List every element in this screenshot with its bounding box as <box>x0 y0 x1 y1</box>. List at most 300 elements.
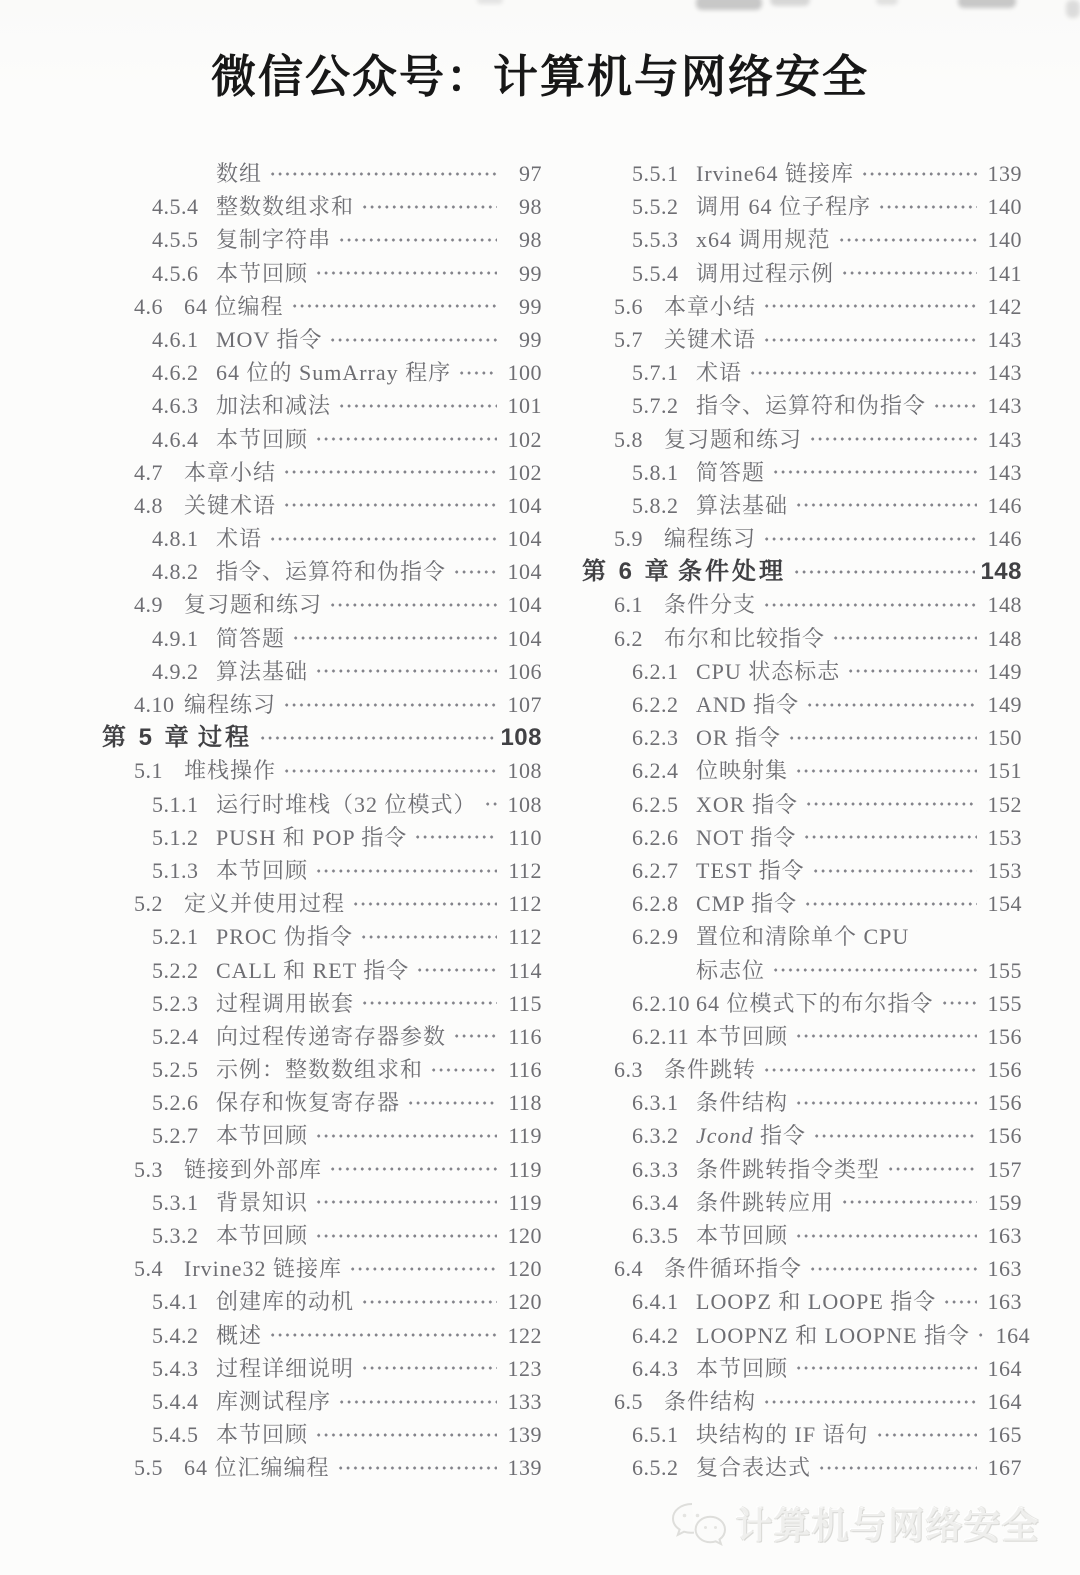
dot-leader <box>315 1226 497 1246</box>
toc-row <box>582 721 1022 754</box>
toc-row-page: 107 <box>507 692 542 717</box>
toc-row <box>102 489 542 522</box>
dot-leader <box>878 197 977 217</box>
toc-row-number: 5.4.5 <box>152 1422 199 1448</box>
watermark-label: 计算机与网络安全 <box>735 1505 1040 1546</box>
toc-row <box>102 987 542 1020</box>
dot-leader <box>772 960 977 980</box>
toc-row <box>582 1252 1022 1285</box>
toc-row-page: 156 <box>987 1057 1022 1083</box>
toc-row-number: 6.2.1 <box>632 658 679 684</box>
toc-row-number: 5.8.2 <box>632 492 679 518</box>
dot-leader <box>414 827 497 847</box>
toc-row-title: 标志位 <box>696 957 766 983</box>
toc-row <box>582 356 1022 389</box>
toc-row-number: 6.2.10 <box>632 990 690 1016</box>
dot-leader <box>283 495 497 515</box>
toc-row <box>102 1319 542 1352</box>
toc-row <box>102 1153 542 1186</box>
toc-row <box>582 1219 1022 1252</box>
toc-row-title: 64 位编程 <box>184 293 284 319</box>
toc-row-title: 术语 <box>216 526 263 552</box>
toc-row-page: 154 <box>987 891 1022 917</box>
toc-row-page: 112 <box>508 924 542 950</box>
toc-row-title: TEST 指令 <box>696 857 805 883</box>
toc-row <box>582 522 1022 555</box>
toc-row <box>102 257 542 290</box>
toc-row-title: 本节回顾 <box>216 1422 309 1448</box>
dot-leader <box>292 628 497 648</box>
toc-row <box>582 821 1022 854</box>
toc-row-number: 5.2 <box>134 891 163 917</box>
toc-row-number: 4.6.3 <box>152 393 199 419</box>
toc-row <box>102 1252 542 1285</box>
wechat-bubbles-icon <box>670 1500 728 1548</box>
watermark <box>670 1498 1040 1549</box>
toc-row-number: 4.5.6 <box>152 260 199 286</box>
dot-leader <box>337 1458 497 1478</box>
toc-row-number: 5.1 <box>134 758 163 784</box>
toc-row-number: 6.3.1 <box>632 1090 679 1116</box>
toc-row-number: 6.3.5 <box>632 1223 679 1248</box>
toc-row <box>582 157 1022 190</box>
toc-row-page: 167 <box>987 1455 1022 1481</box>
toc-row <box>102 522 542 555</box>
toc-row <box>582 854 1022 887</box>
dot-leader <box>269 164 497 184</box>
toc-row <box>582 190 1022 223</box>
toc-row-number: 5.5 <box>134 1455 163 1481</box>
toc-row <box>102 854 542 887</box>
toc-row <box>102 1053 542 1086</box>
toc-row-title: 链接到外部库 <box>184 1156 323 1182</box>
toc-row-number: 6.2.11 <box>632 1023 690 1049</box>
dot-leader <box>841 263 977 283</box>
toc-row-title: 复合表达式 <box>696 1455 812 1481</box>
toc-row-number: 6.4 <box>614 1256 643 1282</box>
toc-row <box>102 190 542 223</box>
toc-row-title: 调用 64 位子程序 <box>696 194 872 220</box>
toc-row-page: 148 <box>980 558 1022 586</box>
dot-leader <box>315 1126 497 1146</box>
dot-leader <box>813 1126 977 1146</box>
toc-row-page: 104 <box>507 526 542 552</box>
toc-row-page: 133 <box>507 1388 542 1414</box>
dot-leader <box>361 993 497 1013</box>
toc-row-number: 5.4.2 <box>152 1322 199 1348</box>
toc-row <box>582 1086 1022 1119</box>
toc-row-number: 4.9.1 <box>152 625 199 651</box>
toc-row-title: OR 指令 <box>696 725 782 751</box>
toc-row-page: 104 <box>507 492 542 518</box>
toc-row-page: 139 <box>987 161 1022 186</box>
toc-row-title: 本章小结 <box>664 293 757 319</box>
toc-row-number: 6.5 <box>614 1388 643 1414</box>
toc-row <box>582 588 1022 621</box>
toc-row <box>102 721 542 754</box>
dot-leader <box>832 628 977 648</box>
toc-row-number: 4.6 <box>134 293 163 319</box>
toc-row <box>582 887 1022 920</box>
dot-leader <box>941 993 977 1013</box>
toc-row <box>102 423 542 456</box>
toc-row-number: 6.2.9 <box>632 924 679 950</box>
toc-row-page: 149 <box>987 692 1022 717</box>
toc-row-number: 第 6 章 <box>582 558 672 586</box>
dot-leader <box>803 827 977 847</box>
dot-leader <box>838 230 977 250</box>
dot-leader <box>315 661 497 681</box>
dot-leader <box>291 296 497 316</box>
toc-row <box>102 389 542 422</box>
dot-leader <box>809 429 977 449</box>
toc-row-title: 本节回顾 <box>216 260 309 286</box>
toc-row-title: 调用过程示例 <box>696 260 835 286</box>
toc-row-title: 简答题 <box>216 625 286 651</box>
toc-row-page: 157 <box>987 1156 1022 1182</box>
dot-leader <box>283 462 497 482</box>
toc-row-page: 150 <box>987 725 1022 751</box>
toc-row <box>102 1285 542 1318</box>
toc-row-title: 复习题和练习 <box>664 426 803 452</box>
dot-leader <box>788 728 977 748</box>
toc-column-left <box>102 157 542 1485</box>
toc-row-title: 编程练习 <box>664 526 757 552</box>
toc-row <box>582 1153 1022 1186</box>
toc-row-page: 143 <box>987 393 1022 419</box>
toc-columns <box>102 157 1031 1485</box>
toc-row-number: 5.2.6 <box>152 1090 199 1116</box>
dot-leader <box>338 396 497 416</box>
toc-row <box>102 788 542 821</box>
toc-row-page: 156 <box>987 1023 1022 1049</box>
dot-leader <box>329 330 497 350</box>
toc-row-page: 139 <box>507 1422 542 1448</box>
dot-leader <box>933 396 977 416</box>
toc-row-title: 复习题和练习 <box>184 592 323 618</box>
toc-row <box>582 1319 1031 1352</box>
toc-row-number: 6.2.7 <box>632 857 679 883</box>
dot-leader <box>407 1093 497 1113</box>
toc-row-number: 6.5.1 <box>632 1422 679 1448</box>
toc-row-number: 5.3 <box>134 1156 163 1182</box>
dot-leader <box>338 230 497 250</box>
toc-row-title: 本节回顾 <box>696 1023 789 1049</box>
toc-row-page: 120 <box>507 1256 542 1282</box>
toc-row <box>102 1418 542 1451</box>
toc-row <box>102 1352 542 1385</box>
toc-row-page: 98 <box>519 194 542 220</box>
toc-row-page: 112 <box>508 857 542 883</box>
toc-row <box>582 954 1022 987</box>
toc-row <box>582 1020 1022 1053</box>
toc-row-number: 6.2.8 <box>632 891 679 917</box>
toc-row-number: 5.4.3 <box>152 1355 199 1381</box>
toc-row-number: 5.2.4 <box>152 1023 199 1049</box>
toc-row-title: x64 调用规范 <box>696 227 831 253</box>
dot-leader <box>772 462 977 482</box>
toc-row <box>582 489 1022 522</box>
toc-row <box>582 622 1022 655</box>
dot-leader <box>805 794 977 814</box>
toc-row-title: 示例：整数数组求和 <box>216 1057 424 1083</box>
toc-row-page: 97 <box>519 161 542 186</box>
toc-row-title: 过程详细说明 <box>216 1355 355 1381</box>
toc-row-number: 4.5.4 <box>152 194 199 220</box>
toc-row-number: 5.7.2 <box>632 393 679 419</box>
toc-row-page: 155 <box>987 990 1022 1016</box>
toc-row-number: 4.9.2 <box>152 658 199 684</box>
toc-row-title: 指令、运算符和伪指令 <box>696 393 927 419</box>
toc-row-page: 110 <box>508 824 542 850</box>
dot-leader <box>812 861 977 881</box>
toc-row <box>102 456 542 489</box>
toc-row-title: 本节回顾 <box>216 1123 309 1149</box>
toc-row-number: 4.6.2 <box>152 360 199 386</box>
toc-row <box>102 323 542 356</box>
toc-row-number: 6.3.2 <box>632 1123 679 1149</box>
toc-row <box>582 1352 1022 1385</box>
scan-smudge <box>696 0 762 10</box>
toc-row-title: 创建库的动机 <box>216 1289 355 1315</box>
toc-row-number: 5.1.1 <box>152 791 199 817</box>
toc-row-title: 条件跳转应用 <box>696 1189 835 1215</box>
toc-row <box>102 1451 542 1484</box>
toc-row-number: 5.5.2 <box>632 194 679 220</box>
toc-row-number: 6.4.3 <box>632 1355 679 1381</box>
dot-leader <box>315 1192 497 1212</box>
toc-row <box>102 655 542 688</box>
toc-row-title: 64 位模式下的布尔指令 <box>696 990 934 1016</box>
dot-leader <box>360 927 497 947</box>
toc-row-page: 159 <box>987 1189 1022 1215</box>
toc-row-page: 102 <box>507 426 542 452</box>
toc-row-page: 163 <box>987 1256 1022 1282</box>
toc-row-page: 163 <box>987 1289 1022 1315</box>
toc-row-page: 153 <box>987 857 1022 883</box>
toc-row <box>102 920 542 953</box>
dot-leader <box>361 1292 497 1312</box>
toc-row <box>102 821 542 854</box>
toc-row <box>102 1186 542 1219</box>
toc-row-title: 过程 <box>198 724 252 752</box>
dot-leader <box>977 1325 985 1345</box>
toc-row-page: 156 <box>987 1123 1022 1149</box>
toc-row-number: 5.2.2 <box>152 957 199 983</box>
toc-row <box>102 1385 542 1418</box>
toc-row-page: 140 <box>987 227 1022 253</box>
toc-row <box>102 887 542 920</box>
toc-row-title: 库测试程序 <box>216 1388 332 1414</box>
toc-row <box>102 588 542 621</box>
toc-row-page: 120 <box>507 1223 542 1248</box>
toc-row <box>582 1385 1022 1418</box>
dot-leader <box>259 728 495 748</box>
toc-row-title: 位映射集 <box>696 758 789 784</box>
toc-row-title: 堆栈操作 <box>184 758 277 784</box>
toc-row <box>582 1053 1022 1086</box>
toc-row <box>582 987 1022 1020</box>
toc-row-number: 5.4 <box>134 1256 163 1282</box>
toc-row-number: 5.8 <box>614 426 643 452</box>
toc-row <box>102 356 542 389</box>
toc-row-page: 99 <box>519 326 542 352</box>
dot-leader <box>329 595 497 615</box>
toc-row-page: 143 <box>987 459 1022 485</box>
toc-row-number: 5.5.3 <box>632 227 679 253</box>
toc-row-page: 100 <box>507 360 542 386</box>
toc-row <box>582 754 1022 787</box>
toc-row-title: 条件循环指令 <box>664 1256 803 1282</box>
dot-leader <box>795 761 977 781</box>
toc-row-page: 164 <box>995 1322 1031 1348</box>
toc-row-number: 4.6.4 <box>152 426 199 452</box>
toc-row-page: 139 <box>507 1455 542 1481</box>
toc-row <box>102 1219 542 1252</box>
toc-row-number: 5.7.1 <box>632 360 679 386</box>
dot-leader <box>795 1093 977 1113</box>
dot-leader <box>876 1425 977 1445</box>
toc-row-title: 指令、运算符和伪指令 <box>216 559 447 585</box>
toc-row-title: 定义并使用过程 <box>184 891 346 917</box>
dot-leader <box>793 562 975 582</box>
toc-row-number: 5.9 <box>614 526 643 552</box>
scan-smudge <box>477 0 503 4</box>
toc-row-page: 146 <box>987 526 1022 552</box>
toc-row-title: CALL 和 RET 指令 <box>216 957 410 983</box>
toc-row-number: 4.8.2 <box>152 559 199 585</box>
toc-row-number: 4.8 <box>134 492 163 518</box>
toc-row-number: 5.4.4 <box>152 1388 199 1414</box>
toc-row-number: 第 5 章 <box>102 724 192 752</box>
scan-smudge <box>770 0 810 6</box>
toc-row-title: LOOPNZ 和 LOOPNE 指令 <box>696 1322 971 1348</box>
toc-row-number: 4.9 <box>134 592 163 618</box>
toc-row-page: 143 <box>987 360 1022 386</box>
toc-row <box>582 920 1022 953</box>
dot-leader <box>795 1358 977 1378</box>
toc-row-number: 4.10 <box>134 692 175 717</box>
toc-row-title: 简答题 <box>696 459 766 485</box>
dot-leader <box>315 1425 497 1445</box>
toc-row <box>102 754 542 787</box>
dot-leader <box>329 1159 497 1179</box>
toc-row <box>582 456 1022 489</box>
toc-row-number: 4.6.1 <box>152 326 199 352</box>
toc-row-page: 101 <box>507 393 542 419</box>
toc-row <box>582 788 1022 821</box>
toc-row-number: 5.2.5 <box>152 1057 199 1083</box>
toc-row-title: CMP 指令 <box>696 891 798 917</box>
toc-row-number: 6.2.2 <box>632 692 679 717</box>
toc-row-title: 块结构的 IF 语句 <box>696 1422 869 1448</box>
toc-row-page: 98 <box>519 227 542 253</box>
toc-row-page: 118 <box>508 1090 542 1116</box>
toc-row-title: AND 指令 <box>696 692 800 717</box>
toc-row-title: 向过程传递寄存器参数 <box>216 1023 447 1049</box>
dot-leader <box>804 894 977 914</box>
toc-row-number: 5.3.2 <box>152 1223 199 1248</box>
toc-row-title: 术语 <box>696 360 743 386</box>
toc-row-page: 151 <box>987 758 1022 784</box>
toc-row-page: 153 <box>987 824 1022 850</box>
toc-row-number: 5.2.3 <box>152 990 199 1016</box>
dot-leader <box>795 495 977 515</box>
toc-row-number: 4.7 <box>134 459 163 485</box>
toc-row-page: 116 <box>508 1023 542 1049</box>
toc-row-title: PUSH 和 POP 指令 <box>216 824 408 850</box>
toc-row-title: 条件分支 <box>664 592 757 618</box>
dot-leader <box>887 1159 977 1179</box>
toc-row-page: 140 <box>987 194 1022 220</box>
dot-leader <box>361 1358 497 1378</box>
toc-row-title: 运行时堆栈（32 位模式） <box>216 791 477 817</box>
dot-leader <box>763 529 977 549</box>
toc-row-title: NOT 指令 <box>696 824 797 850</box>
toc-row <box>582 423 1022 456</box>
toc-row-page: 146 <box>987 492 1022 518</box>
toc-row-page: 102 <box>507 459 542 485</box>
toc-row-page: 112 <box>508 891 542 917</box>
toc-row-number: 5.1.3 <box>152 857 199 883</box>
toc-row-number: 4.5.5 <box>152 227 199 253</box>
dot-leader <box>416 960 497 980</box>
toc-row <box>102 688 542 721</box>
toc-row-title: 64 位汇编编程 <box>184 1455 330 1481</box>
toc-row-page: 122 <box>507 1322 542 1348</box>
toc-row-title: 本节回顾 <box>696 1223 789 1248</box>
toc-row-title: 条件跳转 <box>664 1057 757 1083</box>
dot-leader <box>315 429 497 449</box>
toc-row-page: 116 <box>508 1057 542 1083</box>
dot-leader <box>763 1060 977 1080</box>
toc-row-number: 6.5.2 <box>632 1455 679 1481</box>
dot-leader <box>458 363 497 383</box>
toc-row <box>582 1418 1022 1451</box>
dot-leader <box>749 363 977 383</box>
toc-row-number: 5.6 <box>614 293 643 319</box>
toc-row-number: 5.7 <box>614 326 643 352</box>
toc-row <box>102 290 542 323</box>
toc-row-page: 149 <box>987 658 1022 684</box>
toc-row-page: 104 <box>507 625 542 651</box>
toc-row-title: 本节回顾 <box>696 1355 789 1381</box>
toc-row-page: 152 <box>987 791 1022 817</box>
toc-column-right <box>582 157 1031 1485</box>
toc-row-number: 6.4.2 <box>632 1322 679 1348</box>
toc-row-title: 数组 <box>216 161 263 186</box>
toc-row-title: LOOPZ 和 LOOPE 指令 <box>696 1289 937 1315</box>
toc-row-page: 142 <box>987 293 1022 319</box>
toc-row-page: 106 <box>507 658 542 684</box>
scan-smudge <box>876 0 898 5</box>
toc-row-number: 6.2.6 <box>632 824 679 850</box>
toc-row-title: 本节回顾 <box>216 857 309 883</box>
toc-row-title: Irvine32 链接库 <box>184 1256 343 1282</box>
toc-row-number: 5.4.1 <box>152 1289 199 1315</box>
toc-row-page: 148 <box>987 592 1022 618</box>
toc-row-page: 143 <box>987 326 1022 352</box>
toc-row <box>102 1119 542 1152</box>
dot-leader <box>269 529 497 549</box>
toc-row-page: 114 <box>508 957 542 983</box>
toc-row-title: 算法基础 <box>216 658 309 684</box>
toc-row-title: 关键术语 <box>664 326 757 352</box>
dot-leader <box>809 1259 977 1279</box>
toc-row-title: 条件结构 <box>664 1388 757 1414</box>
toc-row-title: 复制字符串 <box>216 227 332 253</box>
dot-leader <box>338 1392 497 1412</box>
